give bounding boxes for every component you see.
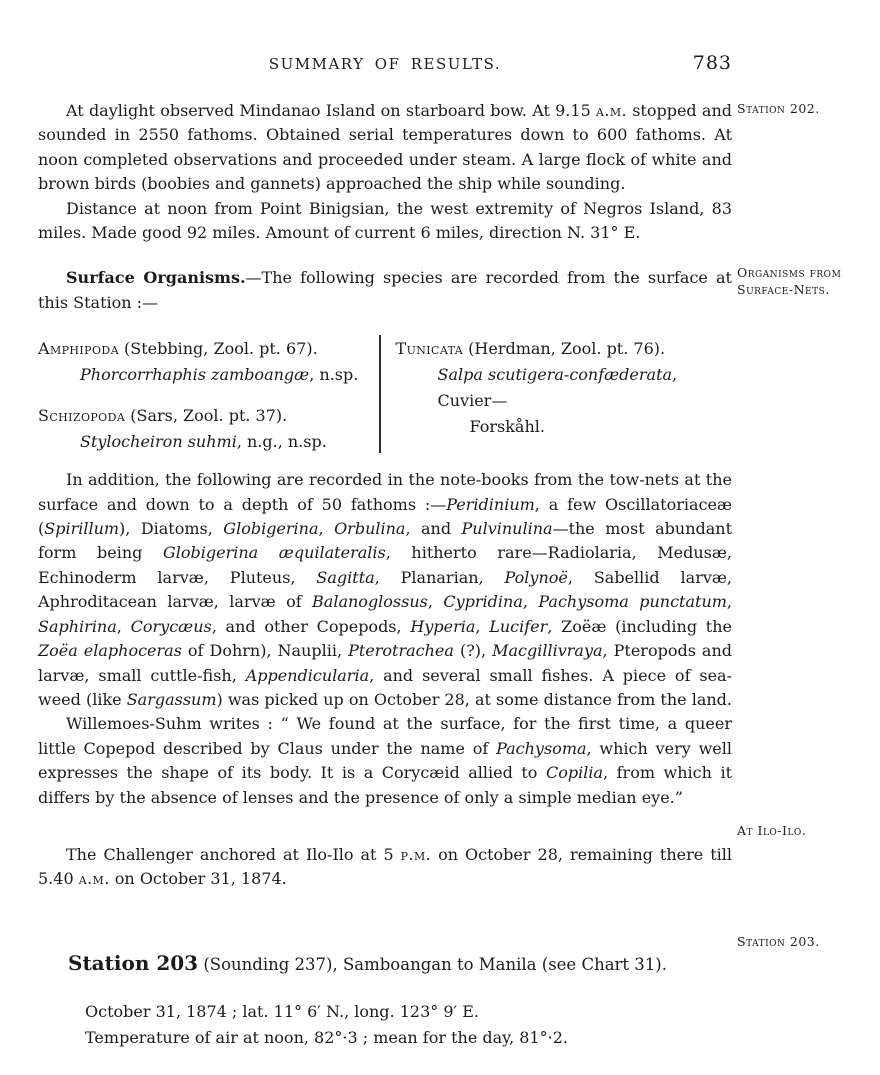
text-segment: (Sounding 237), Samboangan to Manila (see Chart 31). [198, 954, 667, 974]
text-segment: Sargassum [126, 689, 217, 709]
text-segment: , a few Oscillatoriaceæ ( [38, 494, 733, 539]
text-segment: , [726, 592, 733, 612]
margin-note-organisms-from-surface-nets: Organisms from Surface-Nets. [737, 265, 842, 297]
paragraph-distance-noon [38, 197, 732, 246]
text-segment: Salpa scutigera-confæderata [437, 365, 673, 385]
species-name-line [38, 429, 379, 455]
text-segment: Stylocheiron suhmi [80, 432, 237, 452]
text-segment: , [475, 616, 490, 636]
station-date-position-line: October 31, 1874 ; lat. 11° 6′ N., long. 123° 9′ E. [85, 1001, 479, 1021]
species-name-line [38, 362, 379, 388]
page-header [38, 52, 732, 79]
text-segment: Pachysoma punctatum [538, 592, 727, 612]
station-temperature-line: Temperature of air at noon, 82°·3 ; mean for the day, 81°·2. [85, 1028, 568, 1048]
text-segment: Hyperia [410, 616, 476, 636]
text-segment: At daylight observed Mindanao Island on starboard bow. At 9.15 [66, 101, 596, 120]
text-segment: (Herdman, Zool. pt. 76). [463, 339, 666, 359]
station-203-heading [68, 950, 732, 978]
text-segment: of Dohrn), Nauplii, [181, 641, 349, 661]
text-segment: Pterotrachea [348, 641, 454, 661]
margin-note-station-202: Station 202. [737, 101, 820, 116]
text-segment: , hitherto rare—Radiolaria, Medusæ, Echinoderm larvæ, Pluteus, [38, 543, 732, 587]
text-segment: on October 31, 1874. [109, 869, 287, 889]
text-segment: , Pteropods and larvæ, small cuttle-fish, [38, 641, 733, 685]
text-segment: , and [405, 519, 462, 539]
text-segment: Zoëa elaphoceras [38, 641, 182, 661]
species-name-line [396, 362, 733, 414]
species-column-right [381, 330, 733, 455]
text-segment: p.m. [400, 844, 432, 864]
text-segment: Distance at noon from Point Binigsian, the west extremity of Negros Island, 83 miles. Made good 92 miles. Amount of current 6 miles, direction N. 31° E. [38, 198, 732, 243]
paragraph-willemoes-suhm-quote [38, 712, 732, 810]
text-segment: on October 28, remaining there till 5.40 [38, 844, 733, 889]
text-segment: stopped and sounded in 2550 fathoms. Obtained serial temperatures down to 600 fathoms. At noon completed observations and proceeded under steam. A large flock of white and brown birds (boobies and gannets) approached the ship while sounding. [38, 101, 732, 194]
text-segment: a.m. [595, 101, 627, 120]
text-segment: , Planarian, [374, 567, 505, 587]
text-segment: Globigerina [223, 519, 319, 539]
text-segment: Macgillivraya [492, 641, 603, 661]
margin-note-station-203: Station 203. [737, 934, 820, 949]
text-segment: Peridinium [446, 494, 535, 514]
text-segment: Copilia [545, 763, 603, 783]
paragraph-daylight-observations [38, 99, 732, 197]
text-segment: Pachysoma [496, 738, 587, 758]
text-segment: ) was picked up on October 28, at some distance from the land. [216, 689, 732, 709]
running-head-title: SUMMARY OF RESULTS. [268, 55, 502, 73]
species-name-line [396, 414, 733, 440]
text-segment: Spirillum [44, 519, 120, 539]
species-list [38, 330, 732, 455]
paragraph-anchored-ilo-ilo [38, 843, 732, 892]
text-segment: Phorcorrhaphis zamboangæ [80, 365, 310, 385]
text-segment: , [318, 519, 335, 539]
text-segment: , which very well expresses the shape of its body. It is a Corycæid allied to [38, 738, 732, 783]
text-segment: Lucifer [489, 616, 548, 636]
paragraph-surface-organisms [38, 266, 732, 315]
text-segment: Polynoë [504, 567, 568, 587]
text-segment: , Sabellid larvæ, Aphroditacean larvæ, larvæ of [38, 567, 733, 612]
text-segment: Saphirina [38, 616, 117, 636]
species-group-heading [38, 403, 379, 429]
text-segment: , n.sp. [309, 365, 359, 385]
text-segment: , [522, 592, 539, 612]
text-segment: Willemoes-Suhm writes : “ We found at the surface, for the first time, a queer little Copepod described by Claus under the name of [38, 714, 732, 758]
species-group-heading [38, 336, 379, 362]
text-segment: Appendicularia [245, 665, 370, 685]
text-segment: —the most abundant form being [38, 519, 733, 563]
text-segment: , from which it differs by the absence of lenses and the presence of only a simple median eye.” [38, 763, 732, 807]
text-segment: Pulvinulina [461, 519, 553, 539]
text-segment: Surface Organisms. [66, 268, 246, 288]
text-segment: (Sars, Zool. pt. 37). [125, 406, 288, 426]
species-column-left [38, 330, 379, 455]
station-203-section [38, 950, 732, 1052]
species-group-heading [396, 336, 733, 362]
text-segment: , n.g., n.sp. [236, 432, 327, 452]
text-segment: Cypridina [443, 592, 523, 612]
text-segment: In addition, the following are recorded in the note-books from the tow-nets at the surface and down to a depth of 50 fathoms :— [38, 470, 732, 514]
text-segment: , Cuvier— [437, 365, 678, 411]
text-segment: , and several small fishes. A piece of sea-weed (like [38, 665, 733, 709]
text-segment: (Stebbing, Zool. pt. 67). [118, 339, 318, 359]
text-segment: —The following species are recorded from the surface at this Station :— [38, 268, 732, 312]
page-number: 783 [692, 52, 732, 74]
main-text-column [38, 52, 733, 1052]
margin-note-at-ilo-ilo: At Ilo-Ilo. [737, 823, 807, 838]
text-segment: a.m. [78, 869, 110, 889]
text-segment: , [116, 616, 131, 636]
text-segment: Orbulina [334, 519, 406, 539]
text-segment: ), Diatoms, [119, 519, 224, 539]
text-segment: Station 203 [68, 950, 199, 975]
text-segment: , [427, 592, 444, 612]
text-segment: , and other Copepods, [211, 616, 411, 636]
text-segment: (?), [453, 641, 493, 661]
text-segment: The Challenger anchored at Ilo-Ilo at 5 [66, 844, 401, 864]
text-segment: Corycæus [130, 616, 212, 636]
station-203-details [85, 999, 732, 1052]
paragraph-in-addition [38, 468, 732, 712]
text-segment: Amphipoda [38, 339, 119, 359]
text-segment: Balanoglossus [312, 592, 428, 612]
text-segment: , Zoëæ (including the [547, 616, 733, 636]
text-segment: Tunicata [395, 339, 464, 359]
text-segment: Schizopoda [38, 406, 126, 426]
text-segment: Forskåhl. [469, 417, 545, 437]
text-segment: Sagitta [316, 567, 375, 587]
text-segment: Globigerina æquilateralis [162, 543, 386, 563]
page-content [38, 99, 732, 1052]
